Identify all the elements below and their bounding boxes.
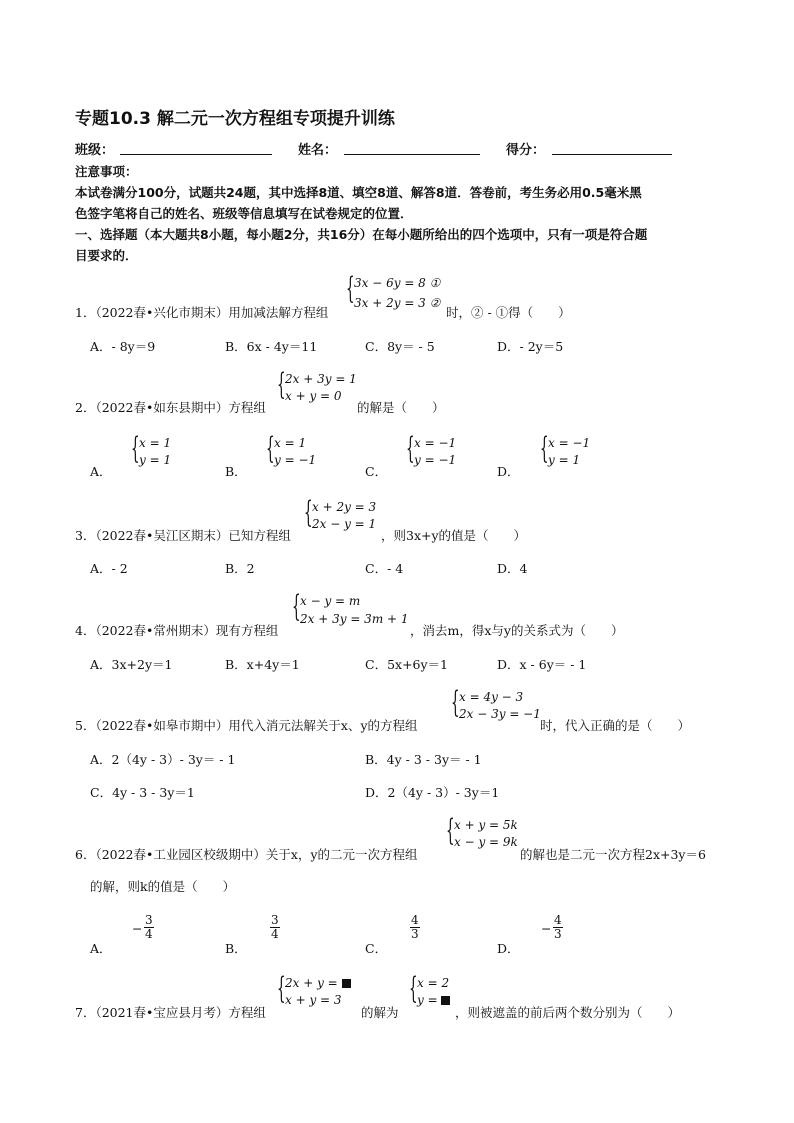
brace-icon: { [406,431,415,466]
question-tail: 时，② - ①得（ ） [446,305,571,320]
name-label: 姓名： [298,143,338,158]
brace-icon: { [277,367,286,402]
equation: 2x + 3y = 3m + 1 [300,612,409,626]
equation-system [277,971,357,1016]
numerator: 3 [145,913,153,927]
option-c[interactable]: C．- 4 [365,561,404,576]
option-a[interactable]: A． [90,941,112,956]
equation: y = −1 [414,453,457,467]
question-stem: 5．（2022春•如皋市期中）用代入消元法解关于x、y的方程组 [75,718,418,733]
numerator: 4 [411,913,419,927]
equation-system [451,685,546,730]
denominator: 4 [271,927,279,941]
option-c[interactable]: C．8y＝ - 5 [365,339,435,354]
notes-line: 本试卷满分100分，试题共24题，其中选择8道、填空8道、解答8道．答卷前，考生务必用0.5毫米黑 [75,185,642,200]
option-a[interactable]: A．- 2 [90,561,128,576]
option-a[interactable]: A．- 8y＝9 [90,339,156,354]
equation: x = 1 [274,436,307,450]
equation: 3x + 2y = 3 ② [354,296,441,310]
option-c-fraction[interactable] [410,914,420,941]
option-a[interactable]: A．3x+2y＝1 [90,657,173,672]
option-b[interactable]: B．x+4y＝1 [225,657,300,672]
brace-icon: { [540,431,549,466]
option-a-system[interactable] [131,431,191,472]
option-a[interactable]: A． [90,464,112,479]
brace-icon: { [131,431,140,466]
equation: 2x − y = 1 [312,517,377,531]
option-d[interactable]: D．- 2y＝5 [497,339,564,354]
notes-line: 色签字笔将自己的姓名、班级等信息填写在试卷规定的位置． [75,206,413,221]
brace-icon: { [292,589,301,624]
equation-system [346,271,450,316]
page-title: 专题10.3 解二元一次方程组专项提升训练 [75,109,395,129]
question-tail: 时，代入正确的是（ ） [540,718,691,733]
equation: y = 1 [548,453,581,467]
question-tail: ，则3x+y的值是（ ） [381,528,527,543]
equation: 3x − 6y = 8 ① [354,276,441,290]
question-mid: 的解为 [361,1005,399,1020]
equation: x = −1 [548,436,591,450]
equation: x = 4y − 3 [459,690,524,704]
equation: x − y = m [300,594,361,608]
equation: y = 1 [139,453,172,467]
option-b[interactable]: B． [225,941,247,956]
score-label: 得分： [506,143,546,158]
brace-icon: { [277,971,286,1006]
option-d[interactable]: D．2（4y - 3）- 3y＝1 [365,785,500,800]
option-c[interactable]: C．4y - 3 - 3y＝1 [90,785,195,800]
equation-system [277,367,357,412]
equation: x − y = 9k [454,835,518,849]
equation: x + y = 0 [285,389,342,403]
option-d[interactable]: D．x - 6y＝ - 1 [497,657,587,672]
denominator: 3 [411,927,419,941]
equation: x + 2y = 3 [312,500,377,514]
equation: y = −1 [274,453,317,467]
option-b[interactable]: B．4y - 3 - 3y＝ - 1 [365,752,482,767]
option-c[interactable]: C．5x+6y＝1 [365,657,449,672]
covered-square-icon [441,996,450,1005]
option-b-system[interactable] [266,431,326,472]
question-tail: ，则被遮盖的前后两个数分别为（ ） [455,1005,681,1020]
numerator: 4 [554,913,562,927]
equation-system [292,589,412,634]
equation: x + y = 5k [454,818,518,832]
question-tail: 的解也是二元一次方程2x+3y＝6 [520,847,706,862]
question-tail: ，消去m，得x与y的关系式为（ ） [410,623,624,638]
denominator: 3 [554,927,562,941]
brace-icon: { [451,685,460,720]
question-stem: 1．（2022春•兴化市期末）用加减法解方程组 [75,305,329,320]
option-b[interactable]: B．2 [225,561,255,576]
option-b[interactable]: B．6x - 4y＝11 [225,339,318,354]
equation: x = 2 [417,976,450,990]
brace-icon: { [346,271,355,306]
denominator: 4 [145,927,153,941]
option-c[interactable]: C． [365,941,388,956]
equation: 2x − 3y = −1 [459,707,541,721]
equation: x + y = 3 [285,993,342,1007]
option-c[interactable]: C． [365,464,388,479]
question-stem: 2．（2022春•如东县期中）方程组 [75,400,266,415]
option-d-system[interactable] [540,431,600,472]
score-field[interactable] [552,154,672,155]
brace-icon: { [446,813,455,848]
question-tail: 的解是（ ） [357,400,445,415]
covered-square-icon [342,979,351,988]
class-label: 班级： [75,143,115,158]
option-a[interactable]: A．2（4y - 3）- 3y＝ - 1 [90,752,236,767]
equation-system [446,813,526,858]
option-c-system[interactable] [406,431,466,472]
question-stem: 4．（2022春•常州期末）现有方程组 [75,623,279,638]
option-d-fraction[interactable] [553,914,563,941]
question-stem: 3．（2022春•吴江区期末）已知方程组 [75,528,291,543]
brace-icon: { [304,495,313,530]
option-b-fraction[interactable] [270,914,280,941]
numerator: 3 [271,913,279,927]
equation: 2x + y = [285,976,342,990]
equation: x = −1 [414,436,457,450]
equation: 2x + 3y = 1 [285,372,357,386]
option-a-fraction[interactable] [144,914,154,941]
brace-icon: { [409,971,418,1006]
option-d[interactable]: D．4 [497,561,528,576]
name-field[interactable] [344,154,480,155]
minus-sign: − [541,921,552,936]
option-b[interactable]: B． [225,464,247,479]
class-field[interactable] [120,154,272,155]
section-heading: 一、选择题（本大题共8小题，每小题2分，共16分）在每小题所给出的四个选项中，只有一项是符合题 [75,227,648,242]
equation: y = [417,993,442,1007]
notes-heading: 注意事项： [75,164,138,179]
option-d[interactable]: D． [497,941,520,956]
solution-system [409,971,459,1016]
section-heading: 目要求的． [75,248,138,263]
minus-sign: − [132,921,143,936]
brace-icon: { [266,431,275,466]
option-d[interactable]: D． [497,464,520,479]
question-stem: 6．（2022春•工业园区校级期中）关于x，y的二元一次方程组 [75,847,418,862]
equation: x = 1 [139,436,172,450]
question-line: 的解，则k的值是（ ） [90,879,236,894]
equation-system [304,495,384,540]
question-stem: 7．（2021春•宝应县月考）方程组 [75,1005,266,1020]
